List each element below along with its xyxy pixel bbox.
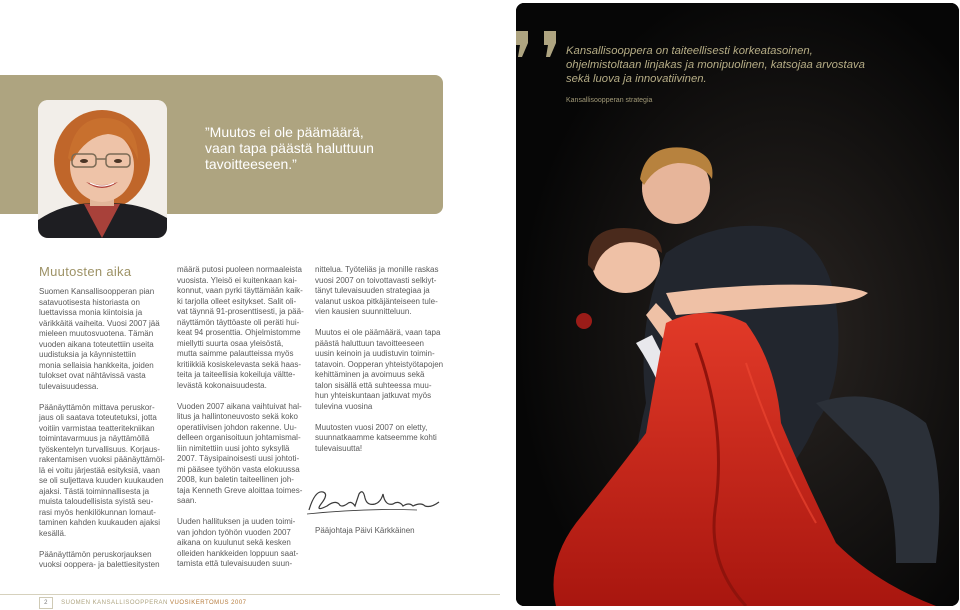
strategy-quote-source: Kansallisoopperan strategia xyxy=(566,97,653,104)
text-line: Suomen Kansallisoopperan pian xyxy=(39,287,155,296)
page-number: 2 xyxy=(39,597,53,609)
text-line: lä ei voitu järjestää esityksiä, vaan xyxy=(39,465,160,475)
text-line: vuosista. Yleisö ei kuitenkaan kai- xyxy=(177,275,297,285)
text-line: liin nimitettiin uusi johto syksyllä xyxy=(177,443,290,453)
text-line: voitiin varmistaa teatteritekniikan xyxy=(39,423,155,433)
signature-caption: Pääjohtaja Päivi Kärkkäinen xyxy=(315,526,415,535)
quote-mark-icon xyxy=(516,31,560,61)
footer-org: SUOMEN KANSALLISOOPPERAN xyxy=(61,600,168,606)
text-line: teita ja taiteellisia kokeiluja vältte- xyxy=(177,370,296,379)
text-line: hun yhteiskuntaan jatkuvat myös xyxy=(315,391,432,400)
text-line: muista taloudellisista syistä seu- xyxy=(39,497,154,506)
text-line: päästä haluttuun tavoitteeseen xyxy=(315,338,424,348)
text-line: värikkäitä vaiheita. Vuosi 2007 jää xyxy=(39,318,160,328)
text-line: tulevaisuudessa. xyxy=(39,381,99,391)
text-line: kritiikkiä kosiskelevasta sekä haas- xyxy=(177,359,302,369)
text-line: mi pääsee työhön vasta elokuussa xyxy=(177,464,300,474)
text-line: näyttämön täyttöaste oli peräti hui- xyxy=(177,317,300,327)
text-line: satavuotisesta historiasta on xyxy=(39,297,140,307)
text-line: rasi myös henkilökunnan lomaut- xyxy=(39,507,156,517)
text-line: miellytti suurta osaa yleisöstä, xyxy=(177,338,284,348)
strategy-quote xyxy=(566,44,946,86)
text-column-1 xyxy=(39,287,169,581)
text-line: mieleen muutosvuotena. Tämän xyxy=(39,329,154,338)
strategy-quote-line: ohjelmistoltaan linjakas ja monipuolinen, katsojaa arvostava xyxy=(566,59,865,71)
text-line: kesällä. xyxy=(39,528,67,538)
text-line: suunnatkaamme katseemme kohti xyxy=(315,433,437,442)
strategy-quote-line: Kansallisooppera on taiteellisesti korkeatasoinen, xyxy=(566,45,813,57)
text-line: 2008, kun baletin taiteellinen joh- xyxy=(177,475,294,484)
text-line: olleiden hankkeiden loppuun saat- xyxy=(177,548,299,558)
text-line: vuosi 2007 on toivottavasti selkiyt- xyxy=(315,275,437,285)
text-line: konnut, vaan pyrki täyttämään kaik- xyxy=(177,286,303,295)
pull-quote-line: ”Muutos ei ole päämäärä, xyxy=(205,124,364,140)
text-line: tulevina vuosina xyxy=(315,401,373,411)
text-line: vuoden aikana toteutettiin useita xyxy=(39,339,154,349)
paragraph xyxy=(177,265,307,391)
text-line: Päänäyttämön peruskorjauksen xyxy=(39,549,152,559)
text-line: levästä kokonaisuudesta. xyxy=(177,380,267,390)
text-line: vat täynnä 91-prosenttisesti, ja pää- xyxy=(177,307,304,316)
text-line: monia sellaisia hankkeita, joiden xyxy=(39,360,154,370)
signature xyxy=(305,484,445,520)
text-line: delleen organisoituun johtamismal- xyxy=(177,433,301,442)
paragraph xyxy=(39,403,169,540)
footer-report: VUOSIKERTOMUS 2007 xyxy=(170,600,247,606)
director-portrait xyxy=(38,100,167,238)
text-line: kehittäminen ja avoimuus sekä xyxy=(315,370,425,379)
text-line: uusin keinoin ja uudistuvin toimin- xyxy=(315,349,435,358)
text-line: litus ja hallintoneuvosto sekä koko xyxy=(177,412,298,421)
text-line: van johdon työhön vuoden 2007 xyxy=(177,527,291,537)
paragraph xyxy=(315,423,445,455)
footer-rule xyxy=(0,594,500,595)
text-line: tulokset ovat nähtävissä vasta xyxy=(39,371,146,380)
text-line: toimintavarmuus ja näyttämöllä xyxy=(39,434,150,443)
text-line: tatavoin. Oopperan yhteistyötapojen xyxy=(315,359,444,369)
text-line: aikana on kuulunut sekä kesken xyxy=(177,538,291,547)
text-line: saan. xyxy=(177,496,197,505)
text-line: työskentelyn turvallisuus. Korjaus- xyxy=(39,444,160,454)
text-line: valanut uskoa pitkäjänteiseen tule- xyxy=(315,296,438,306)
text-line: mutta saimme palautteissa myös xyxy=(177,349,294,358)
text-line: luettavissa monia kiintoisia ja xyxy=(39,308,143,317)
page-footer xyxy=(39,597,247,609)
paragraph xyxy=(177,517,307,570)
strategy-quote-line: sekä luova ja innovatiivinen. xyxy=(566,73,707,85)
dancers-illustration xyxy=(516,3,959,606)
portrait-image xyxy=(38,100,167,238)
text-line: Muutos ei ole päämäärä, vaan tapa xyxy=(315,328,441,337)
text-line: ajaksi. Tästä toiminnallisesta ja xyxy=(39,486,150,496)
text-line: tänyt tulevaisuuden strategiaa ja xyxy=(315,286,430,295)
text-line: operatiivisen johdon rakenne. Uu- xyxy=(177,422,297,432)
paragraph xyxy=(39,287,169,392)
paragraph xyxy=(39,550,169,571)
text-line: uudistuksia ja käynnistettiin xyxy=(39,350,136,359)
text-line: Uuden hallituksen ja uuden toimi- xyxy=(177,517,296,526)
pull-quote-line: tavoitteeseen.” xyxy=(205,156,297,172)
pull-quote xyxy=(205,124,435,172)
text-line: rakentamisen vuoksi päänäyttämöl- xyxy=(39,455,165,464)
text-line: keat 94 prosenttia. Ohjelmistomme xyxy=(177,328,301,337)
text-line: taja Kenneth Greve aloittaa toimes- xyxy=(177,485,303,495)
paragraph xyxy=(315,265,445,318)
text-line: määrä putosi puoleen normaaleista xyxy=(177,265,302,274)
text-line: Muutosten vuosi 2007 on eletty, xyxy=(315,422,428,432)
text-line: taminen kahden kuukauden ajaksi xyxy=(39,518,160,527)
paragraph xyxy=(177,402,307,507)
text-line: nittelua. Työteliäs ja monille raskas xyxy=(315,265,439,274)
text-line: vuoksi ooppera- ja balettiesitysten xyxy=(39,560,160,569)
text-line: Vuoden 2007 aikana vaihtuivat hal- xyxy=(177,401,302,411)
dance-photo xyxy=(516,3,959,606)
text-line: vien kausien suunnitteluun. xyxy=(315,307,412,316)
text-column-3 xyxy=(315,265,445,465)
text-line: se oli suljettava kuuden kuukauden xyxy=(39,476,164,485)
text-line: 2007. Täysipainoisesti uusi johtoti- xyxy=(177,454,300,463)
text-line: ki tarjolla olleet esitykset. Salit oli- xyxy=(177,296,297,306)
text-line: jaus oli saatava toteutetuksi, jotta xyxy=(39,413,157,422)
pull-quote-line: vaan tapa päästä haluttuun xyxy=(205,140,374,156)
text-column-2 xyxy=(177,265,307,580)
text-line: tulevaisuutta! xyxy=(315,443,363,453)
text-line: talon sisällä että suhteessa muu- xyxy=(315,380,432,390)
section-heading: Muutosten aika xyxy=(39,264,132,279)
text-line: tamista että tulevaisuuden suun- xyxy=(177,559,293,568)
paragraph xyxy=(315,328,445,412)
text-line: Päänäyttämön mittava peruskor- xyxy=(39,402,155,412)
